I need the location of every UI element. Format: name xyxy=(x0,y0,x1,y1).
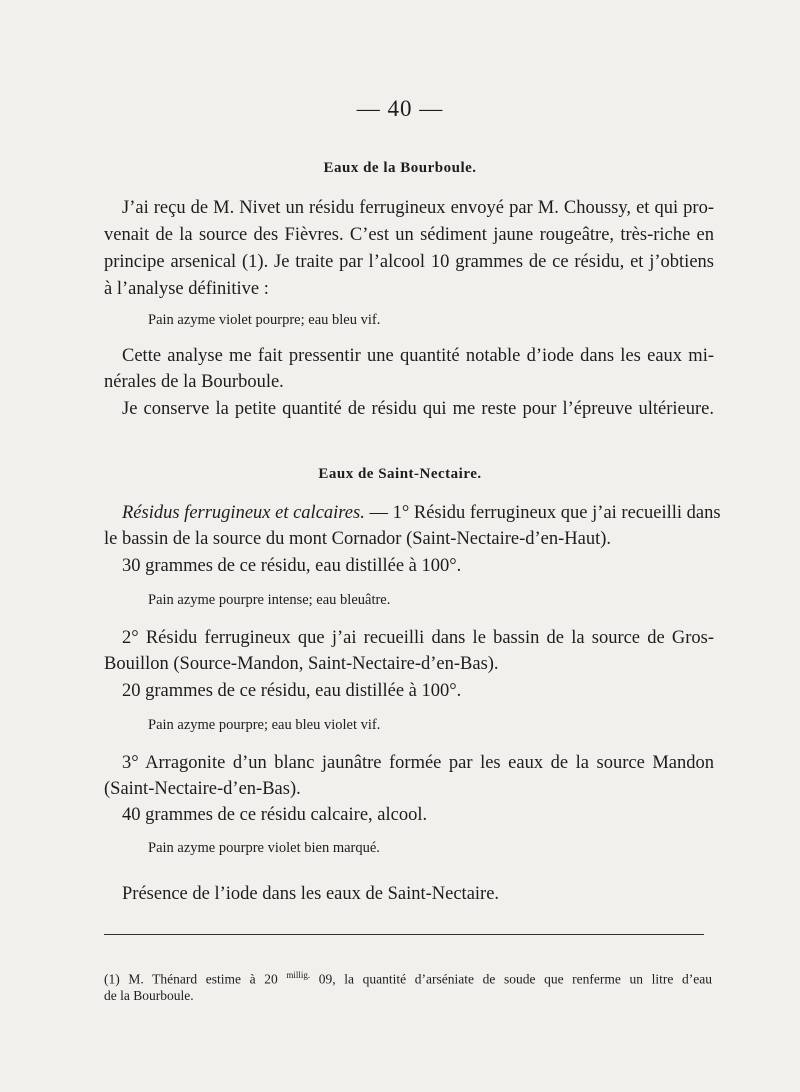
paragraph-line: Cette analyse me fait pressentir une quantité notable d’iode dans les eaux mi- xyxy=(122,346,714,366)
test-result: Pain azyme pourpre; eau bleu violet vif. xyxy=(148,717,381,733)
footnote-unit: millig. xyxy=(286,970,311,980)
paragraph-line: 3° Arragonite d’un blanc jaunâtre formée par les eaux de la source Mandon xyxy=(122,753,714,773)
footnote-divider xyxy=(104,934,704,935)
footnote-line: de la Bourboule. xyxy=(104,988,194,1003)
paragraph-line: 2° Résidu ferrugineux que j’ai recueilli dans le bassin de la source de Gros- xyxy=(122,628,714,648)
item-text: — 1° Résidu ferrugineux que j’ai recueilli dans xyxy=(364,503,721,523)
test-result: Pain azyme violet pourpre; eau bleu vif. xyxy=(148,312,381,328)
test-result: Pain azyme pourpre intense; eau bleuâtre. xyxy=(148,592,391,608)
paragraph-line: J’ai reçu de M. Nivet un résidu ferrugineux envoyé par M. Choussy, et qui pro- xyxy=(122,198,714,218)
page-number: — 40 — xyxy=(356,96,444,121)
section-heading-bourboule: Eaux de la Bourboule. xyxy=(323,160,477,176)
paragraph-line: à l’analyse définitive : xyxy=(104,279,269,299)
quantity-line: 20 grammes de ce résidu, eau distillée à 100°. xyxy=(122,681,462,701)
paragraph-line: le bassin de la source du mont Cornador (Saint-Nectaire-d’en-Haut). xyxy=(104,529,612,549)
footnote-line: (1) M. Thénard estime à 20 $^{millig.}$ 09, la quantité d’arséniate de soude que renferme un litre d’eau xyxy=(104,970,713,987)
test-result: Pain azyme pourpre violet bien marqué. xyxy=(148,840,380,856)
paragraph-line: venait de la source des Fièvres. C’est un sédiment jaune rougeâtre, très-riche en xyxy=(104,225,714,245)
paragraph-line: principe arsenical (1). Je traite par l’alcool 10 grammes de ce résidu, et j’obtiens xyxy=(104,252,714,272)
quantity-line: 40 grammes de ce résidu calcaire, alcool. xyxy=(122,805,428,825)
paragraph-line: Je conserve la petite quantité de résidu qui me reste pour l’épreuve ultérieure. xyxy=(122,399,714,419)
paragraph-line: (Saint-Nectaire-d’en-Bas). xyxy=(104,779,301,799)
paragraph-line xyxy=(122,503,721,524)
quantity-line: 30 grammes de ce résidu, eau distillée à 100°. xyxy=(122,556,462,576)
paragraph-line: nérales de la Bourboule. xyxy=(104,372,284,392)
item-label: Résidus ferrugineux et calcaires. xyxy=(122,503,365,523)
paragraph-line: Bouillon (Source-Mandon, Saint-Nectaire-d’en-Bas). xyxy=(104,654,499,674)
section-heading-saint-nectaire: Eaux de Saint-Nectaire. xyxy=(318,466,482,482)
conclusion-line: Présence de l’iode dans les eaux de Saint-Nectaire. xyxy=(122,884,500,904)
